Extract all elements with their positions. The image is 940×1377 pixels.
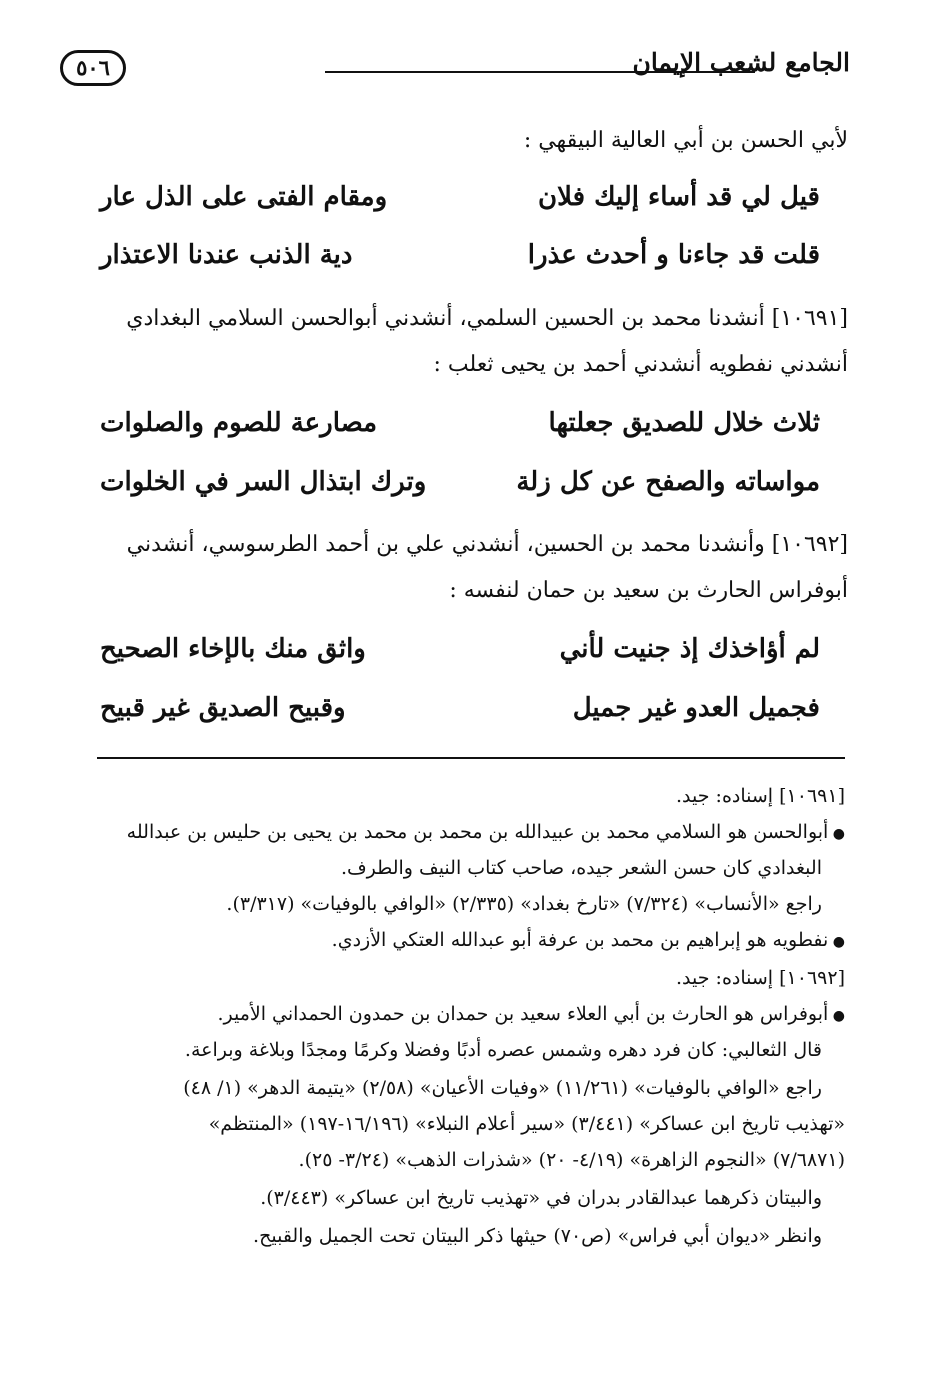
poem3-verse-1: [100, 634, 820, 684]
footnote-line: «تهذيب تاريخ ابن عساكر» (٣/٤٤١) «سير أعلام النبلاء» (١٦/١٩٦-١٩٧) «المنتظم»: [208, 1113, 845, 1135]
verse-first-half: قيل لي قد أساء إليك فلان: [538, 182, 820, 212]
footnote-line: (٧/٦٨٧١) «النجوم الزاهرة» (٤/١٩- ٢٠) «شذرات الذهب» (٣/٢٤- ٢٥).: [298, 1149, 845, 1171]
footnote-separator: [97, 757, 845, 759]
report-10692-line-2: أبوفراس الحارث بن سعيد بن حمان لنفسه :: [449, 578, 848, 603]
verse-second-half: وقبيح الصديق غير قبيح: [100, 693, 346, 723]
poem2-verse-2: [100, 467, 820, 517]
poem1-verse-1: [100, 182, 820, 232]
verse-second-half: ومقام الفتى على الذل عار: [100, 182, 388, 212]
verse-first-half: فجميل العدو غير جميل: [572, 693, 820, 723]
verse-second-half: واثق منك بالإخاء الصحيح: [100, 634, 366, 664]
verse-second-half: دية الذنب عندنا الاعتذار: [100, 240, 353, 270]
book-title: الجامع لشعب الإيمان: [632, 48, 850, 77]
footnote-line: ● أبوالحسن هو السلامي محمد بن عبيدالله بن محمد بن محمد بن يحيى بن حليس بن عبدالله: [70, 814, 845, 852]
footnote-line: والبيتان ذكرهما عبدالقادر بدران في «تهذيب تاريخ ابن عساكر» (٣/٤٤٣).: [260, 1187, 822, 1209]
poem2-verse-1: [100, 408, 820, 458]
poem3-verse-2: [100, 693, 820, 743]
running-header: [60, 38, 850, 100]
footnote-10691-heading: [١٠٦٩١] إسناده: جيد.: [676, 785, 845, 807]
footnote-line: راجع «الأنساب» (٧/٣٢٤) «تارخ بغداد» (٢/٣٣٥) «الوافي بالوفيات» (٣/٣١٧).: [226, 893, 822, 915]
footnote-line: ● أبوفراس هو الحارث بن أبي العلاء سعيد بن حمدان بن حمدون الحمداني الأمير.: [70, 996, 845, 1034]
report-10692-line-1: [١٠٦٩٢] وأنشدنا محمد بن الحسين، أنشدني علي بن أحمد الطرسوسي، أنشدني: [126, 532, 848, 557]
verse-first-half: قلت قد جاءنا و أحدث عذرا: [527, 240, 820, 270]
footnote-line: قال الثعالبي: كان فرد دهره وشمس عصره أدبًا وفضلا وكرمًا ومجدًا وبلاغة وبراعة.: [184, 1039, 822, 1061]
footnote-line: وانظر «ديوان أبي فراس» (ص٧٠) حيثها ذكر البيتان تحت الجميل والقبيح.: [253, 1225, 822, 1247]
footnote-line: البغدادي كان حسن الشعر جيده، صاحب كتاب النيف والطرف.: [340, 857, 822, 879]
footnote-10692-heading: [١٠٦٩٢] إسناده: جيد.: [676, 967, 845, 989]
verse-first-half: مواساته والصفح عن كل زلة: [516, 467, 820, 497]
verse-first-half: لم أؤاخذك إذ جنيت لأني: [559, 634, 820, 664]
intro-line: لأبي الحسن بن أبي العالية البيقهي :: [523, 128, 848, 153]
verse-second-half: وترك ابتذال السر في الخلوات: [100, 467, 427, 497]
report-10691-line-1: [١٠٦٩١] أنشدنا محمد بن الحسين السلمي، أنشدني أبوالحسن السلامي البغدادي: [126, 306, 848, 331]
footnote-line: ● نفطويه هو إبراهيم بن محمد بن عرفة أبو عبدالله العتكي الأزدي.: [70, 922, 845, 960]
verse-second-half: مصارعة للصوم والصلوات: [100, 408, 378, 438]
poem1-verse-2: [100, 240, 820, 290]
page-number: ٥٠٦: [60, 50, 126, 86]
footnote-line: راجع «الوافي بالوفيات» (١١/٢٦١) «وفيات الأعيان» (٢/٥٨) «يتيمة الدهر» (١/ ٤٨): [183, 1077, 822, 1099]
verse-first-half: ثلاث خلال للصديق جعلتها: [548, 408, 820, 438]
report-10691-line-2: أنشدني نفطويه أنشدني أحمد بن يحيى ثعلب :: [433, 352, 848, 377]
